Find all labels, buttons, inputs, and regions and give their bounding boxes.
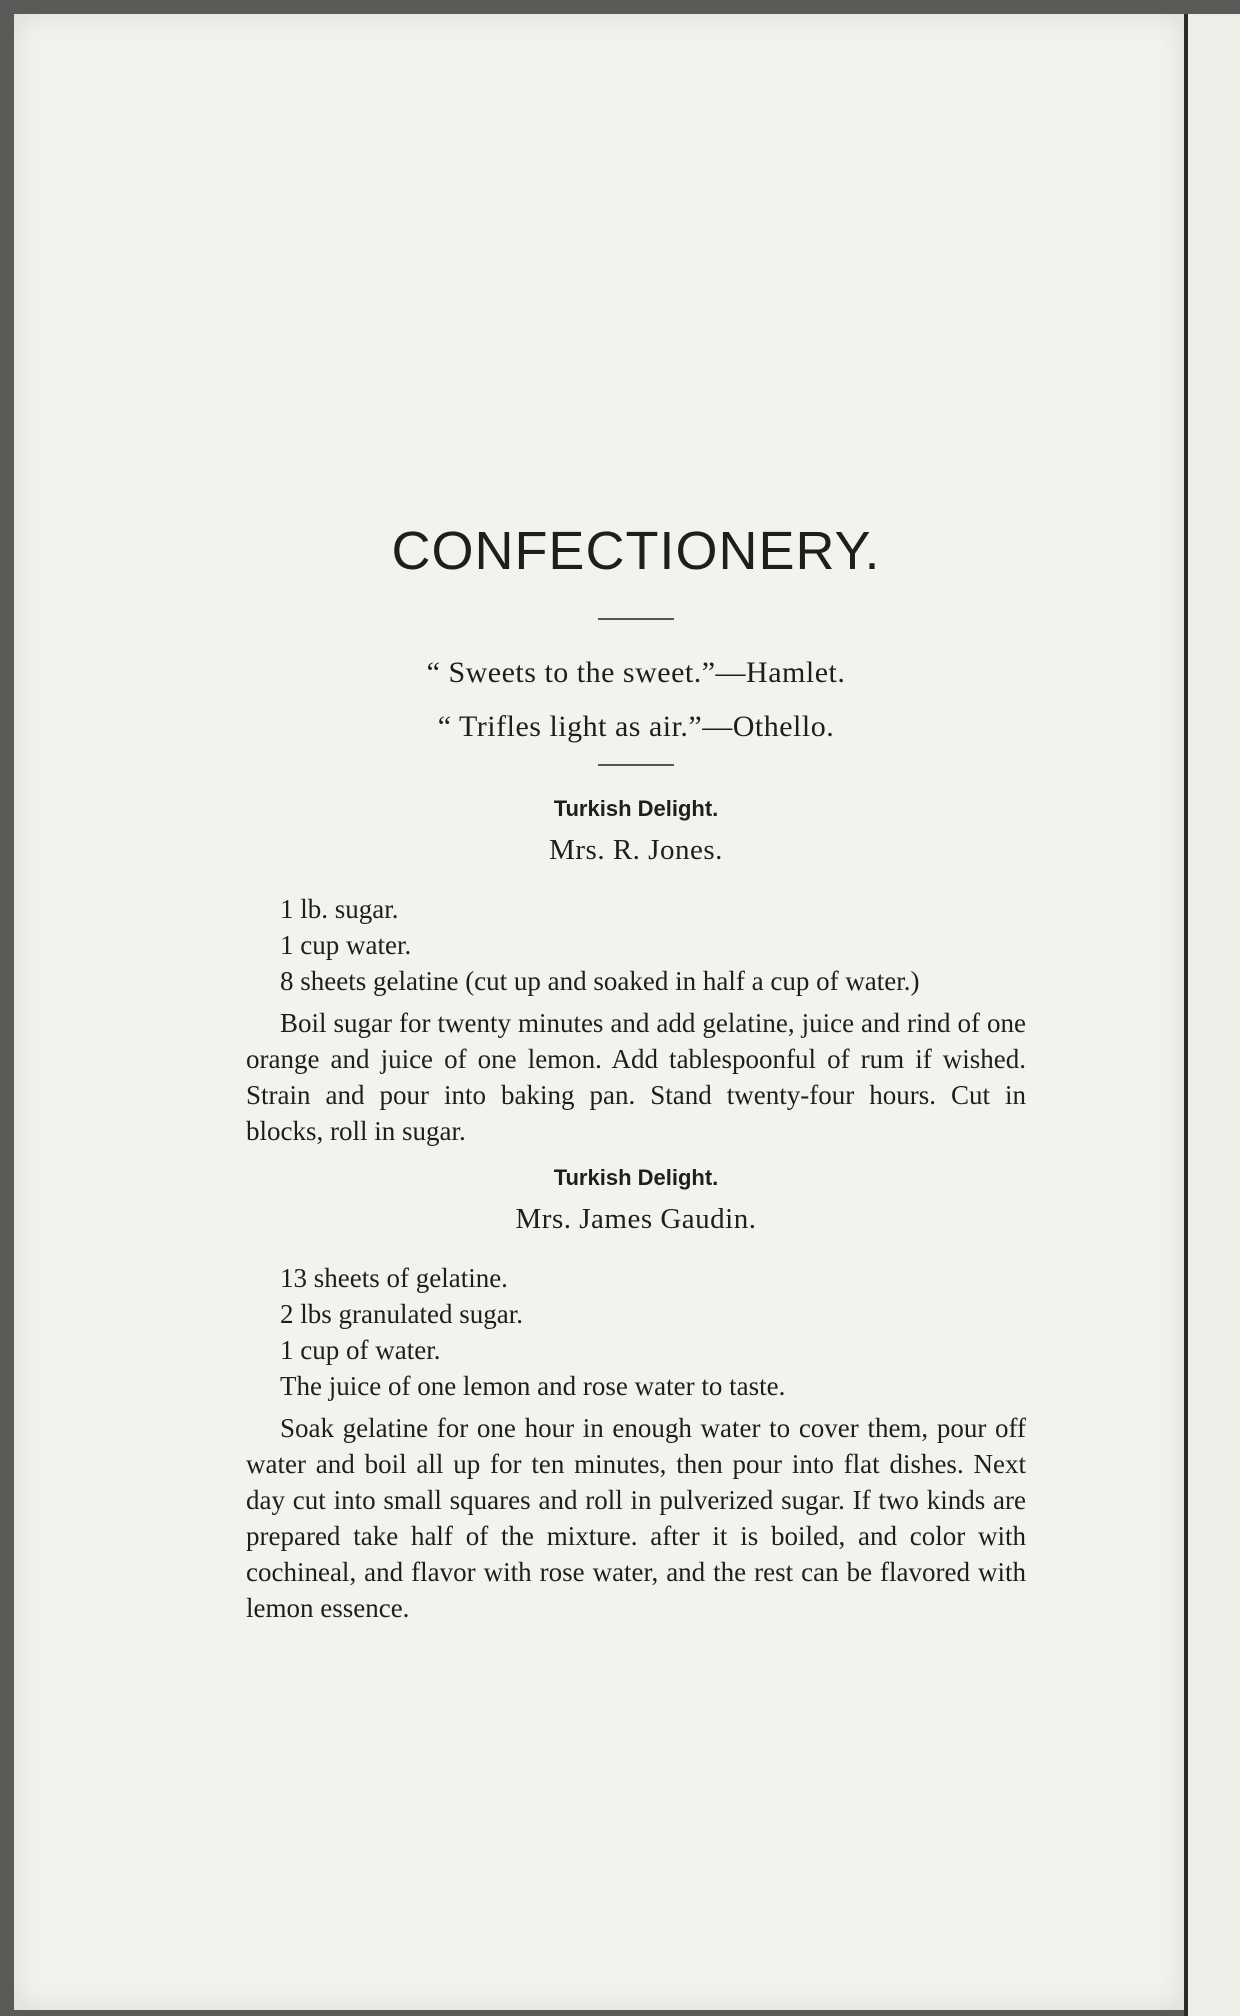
ingredient: 13 sheets of gelatine. — [280, 1263, 508, 1293]
recipe-title: Turkish Delight. — [553, 1165, 719, 1190]
recipe-author: Mrs. R. Jones. — [549, 834, 723, 866]
recipe-method: Soak gelatine for one hour in enough water to cover them, pour off water and boil all up for ten minutes, then pour into flat dishes. Next day cut into small squares and roll in pulverized sugar. If two kinds are prepared take half of the mixture. after it is boiled, and color with cochineal, and flavor with rose water, and the rest can be flavored with lemon essence. — [246, 1413, 1026, 1623]
quote: “ Sweets to the sweet.”—Hamlet. — [426, 656, 846, 689]
recipe-title: Turkish Delight. — [553, 796, 719, 821]
ingredient: 2 lbs granulated sugar. — [280, 1299, 523, 1329]
ingredient: 1 cup of water. — [280, 1335, 441, 1365]
ingredient: The juice of one lemon and rose water to taste. — [280, 1371, 786, 1401]
quote: “ Trifles light as air.”—Othello. — [437, 710, 835, 743]
ingredient: 1 lb. sugar. — [280, 894, 399, 924]
recipe-method: Boil sugar for twenty minutes and add gelatine, juice and rind of one orange and juice of one lemon. Add tablespoonful of rum if wished. Strain and pour into baking pan. Stand twenty-four hours. Cut in blocks, roll in sugar. — [246, 1008, 1026, 1146]
ingredient: 1 cup water. — [280, 930, 412, 960]
recipe-author: Mrs. James Gaudin. — [515, 1203, 757, 1235]
adjacent-page-edge — [1184, 14, 1240, 2016]
page-text — [246, 520, 1026, 1642]
page-title: CONFECTIONERY. — [391, 521, 881, 581]
divider — [598, 764, 674, 766]
ingredient: 8 sheets gelatine (cut up and soaked in half a cup of water.) — [280, 966, 920, 996]
divider — [598, 618, 674, 620]
